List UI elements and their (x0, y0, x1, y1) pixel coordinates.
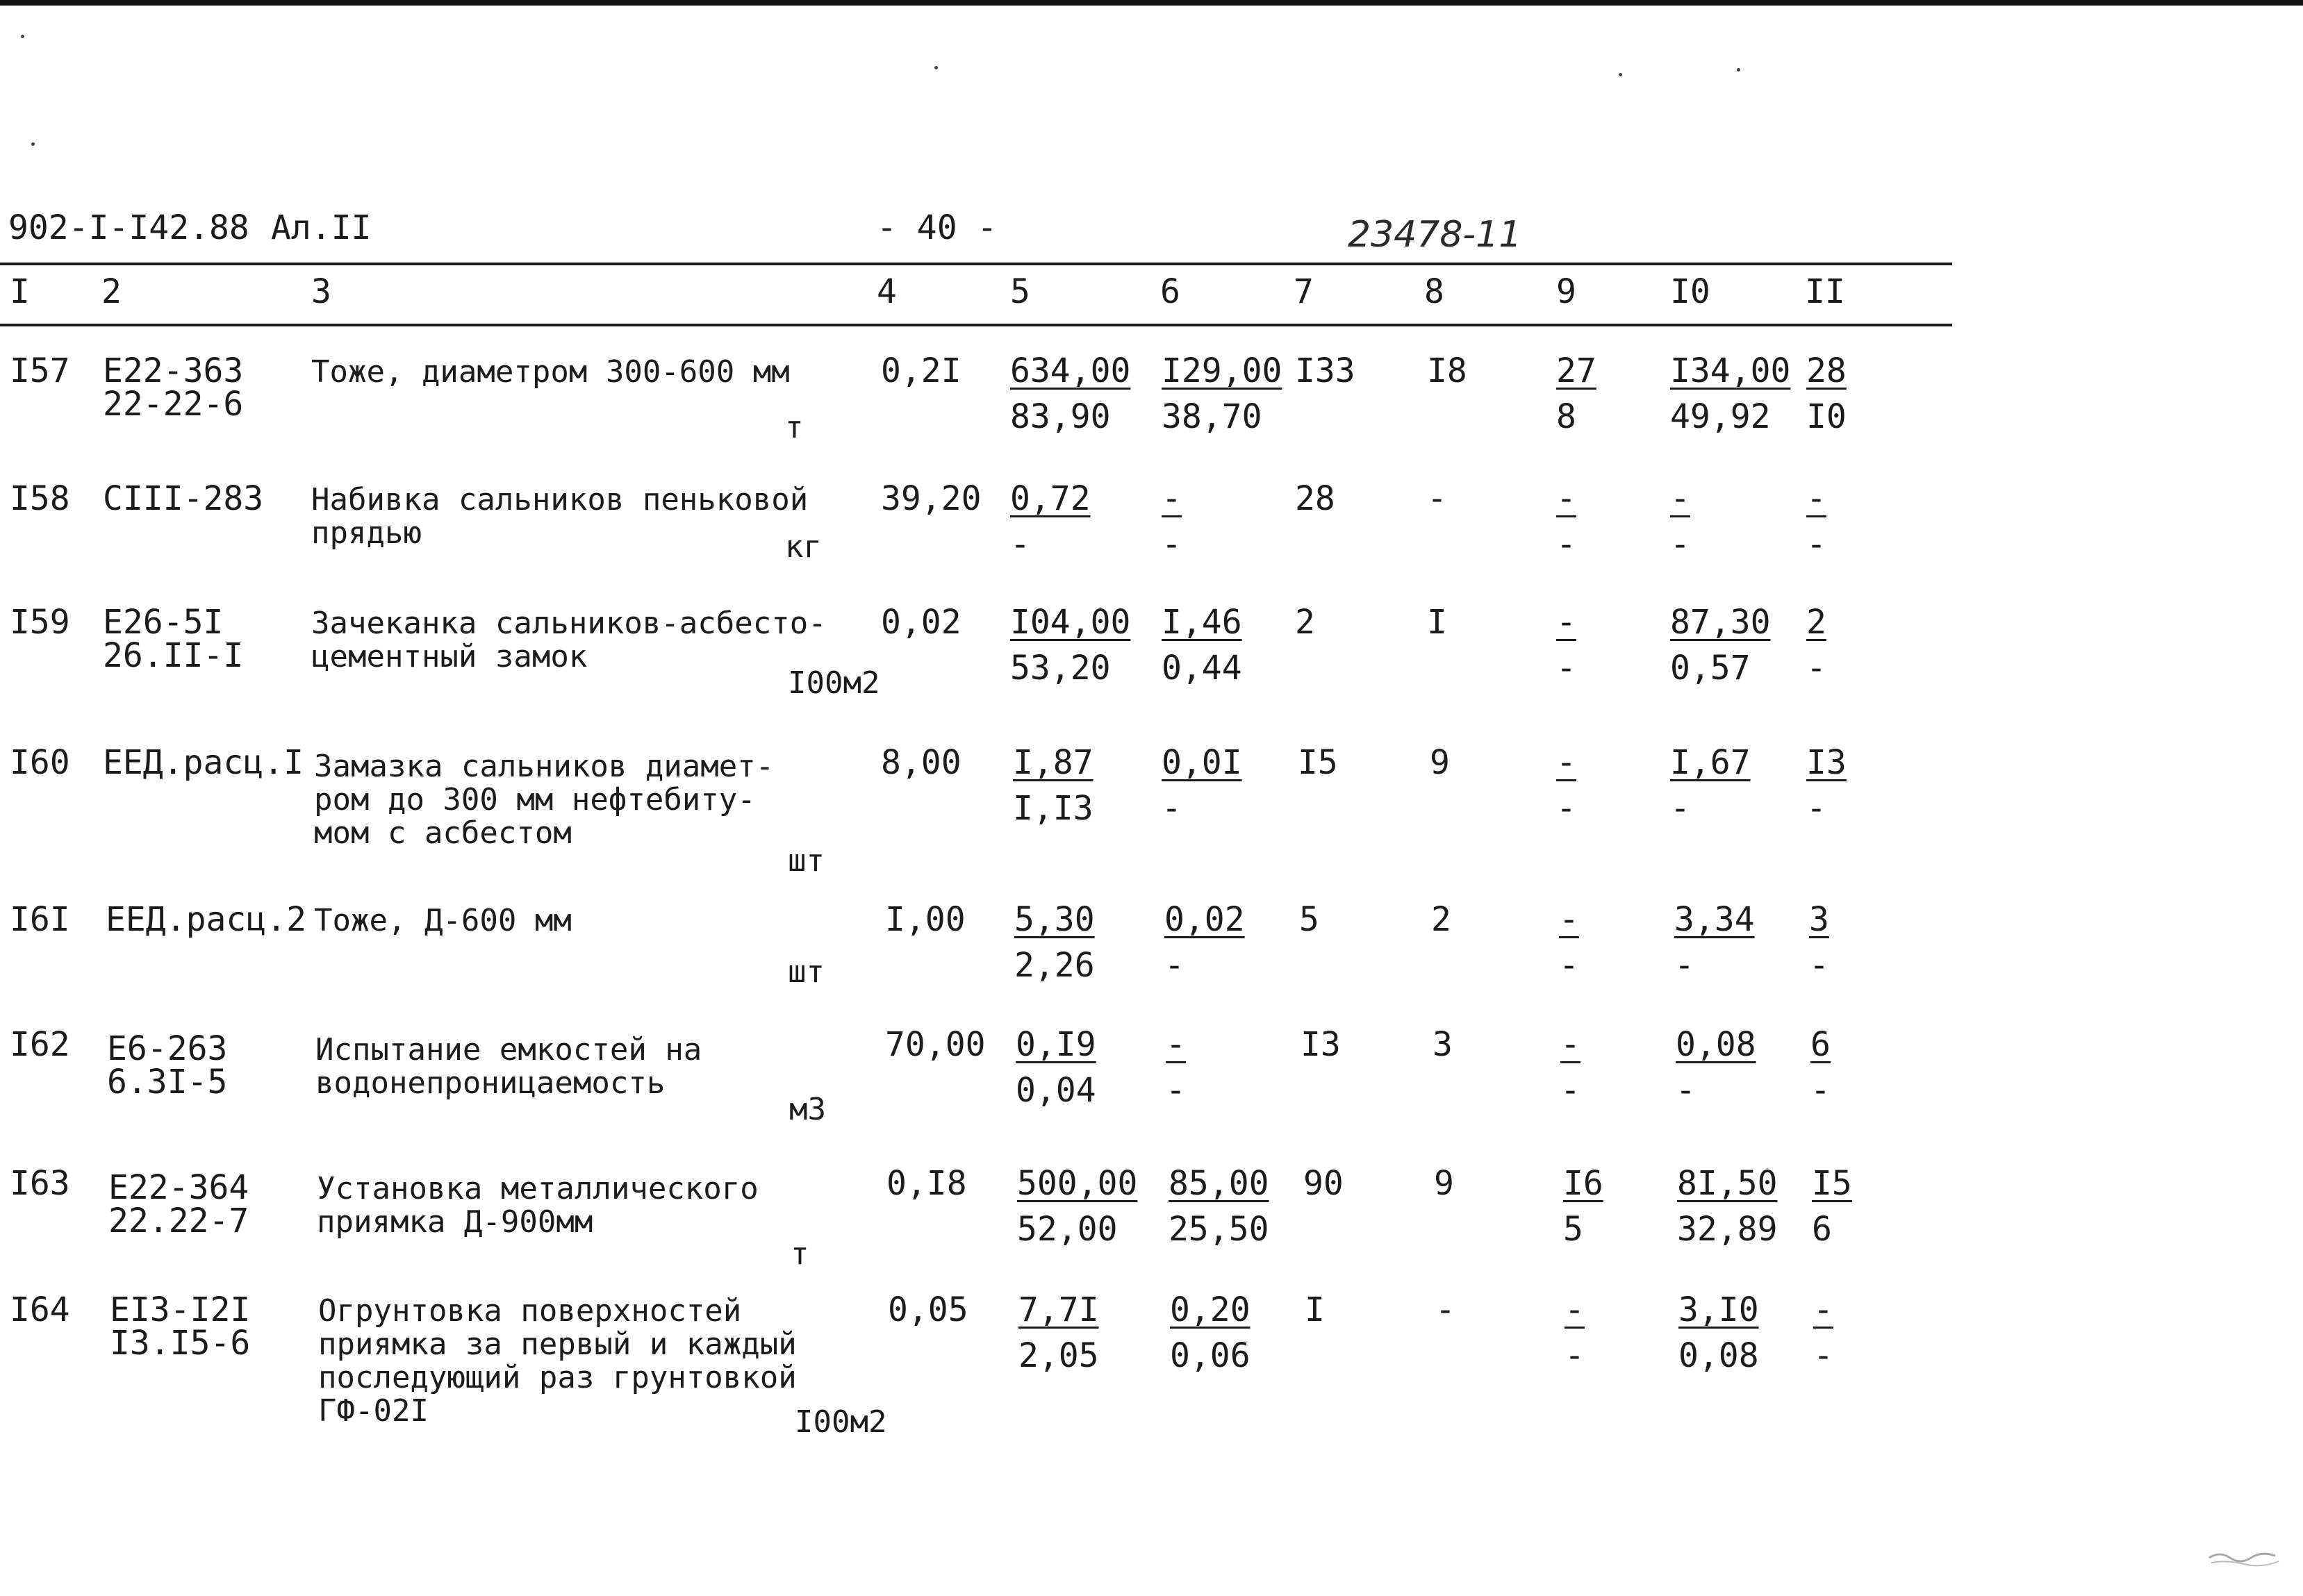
scan-speck (934, 66, 938, 69)
col-8-value: 2 (1431, 900, 1451, 939)
col-9-value: - - (1565, 1290, 1585, 1375)
col-10-value: I,67 - (1670, 743, 1751, 828)
quantity: 0,02 (881, 603, 961, 642)
cost-col-6: $\frac{I29,00}{38,70}$ (1162, 351, 1282, 436)
unit: т (791, 1236, 809, 1272)
col-8-value: I (1427, 603, 1447, 642)
cost-col-6: - - (1166, 1025, 1186, 1110)
cost-col-6: $\frac{85,00}{25,50}$ (1169, 1164, 1269, 1249)
col-10-value: $\frac{I34,00}{49,92}$ (1670, 351, 1791, 436)
col-7-value: I33 (1295, 351, 1355, 390)
cost-col-5: $\frac{7,7I}{2,05}$ (1018, 1290, 1099, 1375)
scan-speck (1737, 68, 1740, 72)
column-header-7: 7 (1294, 272, 1314, 311)
col-8-value: 9 (1430, 743, 1450, 782)
col-10-value: $\frac{8I,50}{32,89}$ (1677, 1164, 1778, 1249)
column-header-5: 5 (1010, 272, 1030, 311)
scan-speck (1619, 73, 1622, 76)
col-11-value: 2 - (1806, 603, 1826, 688)
work-description: Набивка сальников пеньковой прядью (311, 482, 809, 551)
column-header-4: 4 (877, 272, 897, 311)
col-9-value: - - (1560, 1025, 1580, 1110)
column-header-11: II (1805, 272, 1845, 311)
scan-speck (31, 142, 35, 146)
col-10-value: 0,08 - (1676, 1025, 1756, 1110)
col-9-value: - - (1559, 900, 1579, 985)
col-8-value: 9 (1434, 1164, 1454, 1203)
table-row (0, 479, 2015, 565)
col-10-value: $\frac{3,I0}{0,08}$ (1678, 1290, 1759, 1375)
rate-code: E26-5I 26.II-I (103, 603, 244, 675)
col-7-value: 2 (1295, 603, 1315, 642)
column-header-3: 3 (311, 272, 331, 311)
unit: шт (788, 954, 825, 990)
column-header-8: 8 (1424, 272, 1444, 311)
col-8-value: - (1435, 1290, 1455, 1329)
cost-col-6: $\frac{I,46}{0,44}$ (1162, 603, 1242, 688)
faint-stamp-mark (2206, 1547, 2282, 1568)
top-border-line (0, 0, 2303, 6)
quantity: 0,I8 (886, 1164, 967, 1203)
page-number: - 40 - (877, 208, 998, 247)
rate-code: E22-363 22-22-6 (103, 351, 244, 424)
col-7-value: 5 (1299, 900, 1319, 939)
col-7-value: 90 (1303, 1164, 1344, 1203)
table-row (0, 351, 2015, 445)
row-number: I59 (10, 603, 70, 642)
work-description: Тоже, диаметром 300-600 мм (311, 354, 790, 390)
col-7-value: I (1305, 1290, 1325, 1329)
cost-col-5: $\frac{5,30}{2,26}$ (1014, 900, 1095, 985)
row-number: I63 (10, 1164, 70, 1203)
col-10-value: - - (1670, 479, 1690, 564)
row-number: I57 (10, 351, 70, 390)
column-header-9: 9 (1556, 272, 1576, 311)
work-description: Установка металлического приямка Д-900мм (317, 1171, 759, 1240)
rate-code: E22-364 22.22-7 (108, 1168, 249, 1240)
unit: I00м2 (795, 1404, 887, 1440)
quantity: 39,20 (881, 479, 982, 518)
cost-col-5: $\frac{634,00}{83,90}$ (1010, 351, 1131, 436)
work-description: Зачеканка сальников-асбесто- цементный замок (311, 606, 827, 674)
col-7-value: I3 (1301, 1025, 1341, 1064)
col-9-value: $\frac{I6}{5}$ (1563, 1164, 1603, 1249)
col-11-value: 3 - (1809, 900, 1829, 985)
col-7-value: I5 (1298, 743, 1338, 782)
table-header-rule (0, 324, 1952, 326)
table-row (0, 743, 2015, 879)
unit: кг (785, 529, 822, 565)
col-8-value: I8 (1427, 351, 1467, 390)
col-9-value: - - (1556, 479, 1576, 564)
col-8-value: 3 (1433, 1025, 1453, 1064)
work-description: Тоже, Д-600 мм (314, 903, 572, 938)
col-11-value: $\frac{28}{I0}$ (1806, 351, 1847, 436)
work-description: Огрунтовка поверхностей приямка за первый и каждый последующий раз грунтовкой ГФ-02I (318, 1293, 797, 1429)
cost-col-6: 0,02 - (1164, 900, 1245, 985)
column-header-2: 2 (101, 272, 122, 311)
cost-col-6: - - (1162, 479, 1182, 564)
column-header-10: I0 (1670, 272, 1710, 311)
table-row (0, 1290, 2015, 1440)
quantity: 0,05 (888, 1290, 968, 1329)
quantity: 70,00 (885, 1025, 986, 1064)
column-header-1: I (10, 272, 30, 311)
row-number: I58 (10, 479, 70, 518)
document-code: 902-I-I42.88 (8, 208, 249, 247)
cost-col-6: $\frac{0,20}{0,06}$ (1170, 1290, 1250, 1375)
table-top-rule (0, 263, 1952, 265)
col-11-value: I3 - (1806, 743, 1847, 828)
cost-col-5: $\frac{I,87}{I,I3}$ (1013, 743, 1093, 828)
table-row (0, 603, 2015, 701)
column-header-6: 6 (1160, 272, 1180, 311)
quantity: 8,00 (881, 743, 961, 782)
col-11-value: - - (1806, 479, 1826, 564)
unit: м3 (789, 1092, 826, 1127)
rate-code: EI3-I2I I3.I5-6 (110, 1290, 251, 1363)
col-9-value: - - (1556, 603, 1576, 688)
handwritten-inventory-number: 23478-11 (1348, 214, 1522, 256)
col-11-value: $\frac{I5}{6}$ (1812, 1164, 1852, 1249)
table-row (0, 1025, 2015, 1127)
col-10-value: 3,34 - (1674, 900, 1755, 985)
quantity: 0,2I (881, 351, 961, 390)
row-number: I60 (10, 743, 70, 782)
rate-code: EЕД.расц.2 (106, 900, 306, 939)
work-description: Замазка сальников диамет- ром до 300 мм нефтебиту- мом с асбестом (314, 749, 775, 851)
cost-col-5: $\frac{500,00}{52,00}$ (1017, 1164, 1138, 1249)
rate-code: EЕД.расц.I (103, 743, 304, 782)
col-7-value: 28 (1295, 479, 1335, 518)
scan-speck (21, 35, 24, 38)
album-number: Ал.II (271, 208, 372, 247)
col-9-value: - - (1556, 743, 1576, 828)
unit: I00м2 (788, 665, 880, 701)
table-row (0, 900, 2015, 990)
row-number: I64 (10, 1290, 70, 1329)
work-description: Испытание емкостей на водонепроницаемость (315, 1032, 702, 1101)
unit: шт (788, 843, 825, 879)
col-11-value: - - (1813, 1290, 1833, 1375)
col-8-value: - (1427, 479, 1447, 518)
rate-code: CIII-283 (103, 479, 264, 518)
table-row (0, 1164, 2015, 1272)
row-number: I62 (10, 1025, 70, 1064)
cost-col-5: $\frac{I04,00}{53,20}$ (1010, 603, 1131, 688)
unit: т (785, 410, 804, 445)
col-11-value: 6 - (1810, 1025, 1831, 1110)
quantity: I,00 (885, 900, 966, 939)
col-9-value: $\frac{27}{8}$ (1556, 351, 1596, 436)
cost-col-5: 0,72 - (1010, 479, 1091, 564)
cost-col-5: $\frac{0,I9}{0,04}$ (1016, 1025, 1096, 1110)
row-number: I6I (10, 900, 70, 939)
rate-code: E6-263 6.3I-5 (107, 1029, 228, 1102)
col-10-value: $\frac{87,30}{0,57}$ (1670, 603, 1771, 688)
cost-col-6: 0,0I - (1162, 743, 1242, 828)
